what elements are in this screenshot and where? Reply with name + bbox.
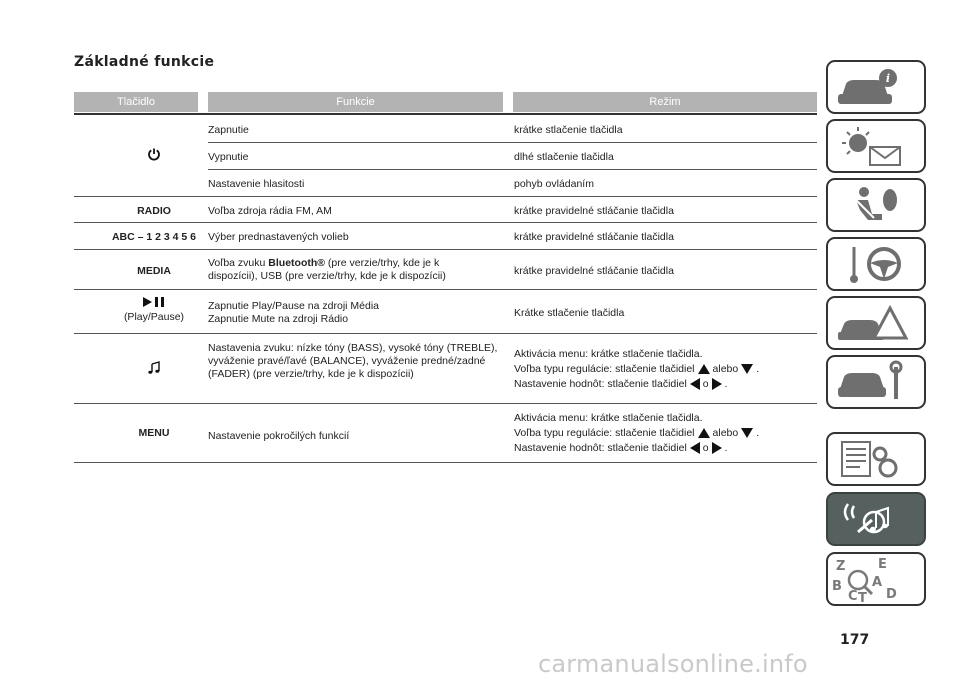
table-cell-rezim: krátke pravidelné stláčanie tlačidla <box>514 205 674 217</box>
page-number: 177 <box>840 632 870 648</box>
media-funkcia-text: Voľba zvuku <box>208 257 269 269</box>
svg-text:E: E <box>878 557 887 572</box>
table-cell-rezim: Krátke stlačenie tlačidla <box>514 307 625 319</box>
table-cell-rezim: krátke stlačenie tlačidla <box>514 124 623 136</box>
table-cell-rezim: pohyb ovládaním <box>514 178 594 190</box>
page-heading: Základné funkcie <box>74 54 215 70</box>
table-cell-funkcia: Nastavenie hlasitosti <box>208 178 305 190</box>
table-row-divider <box>74 333 817 334</box>
chapter-tab-car-info[interactable] <box>826 60 926 114</box>
svg-text:D: D <box>886 587 897 602</box>
arrow-down-icon <box>741 428 753 438</box>
play-pause-label: (Play/Pause) <box>123 311 185 323</box>
table-cell-rezim <box>514 363 817 376</box>
chapter-tab-driving[interactable] <box>826 237 926 291</box>
arrow-down-icon <box>741 364 753 374</box>
table-cell-funkcia: Výber prednastavených volieb <box>208 231 349 243</box>
chapter-tab-index[interactable] <box>826 552 926 606</box>
column-header-rezim: Režim <box>513 92 817 112</box>
rezim-text: Nastavenie hodnôt: stlačenie tlačidiel <box>514 442 687 454</box>
table-cell-rezim: krátke pravidelné stláčanie tlačidla <box>514 231 674 243</box>
svg-text:A: A <box>872 575 883 590</box>
car-info-icon <box>828 62 924 112</box>
chapter-tab-service[interactable] <box>826 355 926 409</box>
table-cell-funkcia: Nastavenie pokročilých funkcií <box>208 430 350 442</box>
table-cell-rezim <box>514 378 817 391</box>
bluetooth-label: Bluetooth® <box>268 257 326 269</box>
rezim-text: . <box>756 363 760 375</box>
menu-button-label: MENU <box>138 427 170 439</box>
arrow-up-icon <box>698 428 710 438</box>
table-cell-funkcia: Zapnutie <box>208 124 249 136</box>
arrow-left-icon <box>690 442 700 454</box>
table-row-divider <box>74 462 817 463</box>
arrow-right-icon <box>712 378 722 390</box>
table-cell-funkcia <box>208 257 488 283</box>
table-cell-funkcia: Zapnutie Mute na zdroji Rádio <box>208 313 349 325</box>
rezim-text: alebo <box>712 427 739 439</box>
media-funkcia-text: (pre verzie/trhy, kde je k dispozícii), USB (pre verzie/trhy, kde je k dispozícii) <box>208 257 446 282</box>
arrow-left-icon <box>690 378 700 390</box>
table-cell-funkcia: Nastavenia zvuku: nízke tóny (BASS), vysoké tóny (TREBLE), vyváženie pravé/ľavé (BALANCE), vyváženie predné/zadné (FADER) (pre verzie/trhy, kde je k dispozícii) <box>208 342 498 380</box>
rezim-text: Voľba typu regulácie: stlačenie tlačidiel <box>514 363 695 375</box>
table-cell-rezim <box>514 427 817 440</box>
svg-text:Z: Z <box>836 559 846 574</box>
table-row-divider <box>74 403 817 404</box>
technical-data-icon <box>828 434 924 484</box>
car-service-icon <box>828 357 924 407</box>
alphabetical-index-icon <box>828 554 924 604</box>
table-cell-funkcia: Zapnutie Play/Pause na zdroji Média <box>208 300 380 312</box>
table-row-divider <box>208 142 817 143</box>
table-cell-rezim: dlhé stlačenie tlačidla <box>514 151 614 163</box>
table-row-divider <box>74 289 817 290</box>
radio-button-label: RADIO <box>137 205 171 217</box>
rezim-text: . <box>756 427 760 439</box>
svg-text:i: i <box>885 72 891 85</box>
svg-text:T: T <box>858 591 867 604</box>
rezim-text: Nastavenie hodnôt: stlačenie tlačidiel <box>514 378 687 390</box>
rezim-text: o <box>702 378 709 390</box>
rezim-text: o <box>702 442 709 454</box>
chapter-tab-emergency[interactable] <box>826 296 926 350</box>
table-row-divider <box>74 222 817 223</box>
chapter-tab-technical-data[interactable] <box>826 432 926 486</box>
preset-buttons-label: ABC – 1 2 3 4 5 6 <box>111 231 197 243</box>
arrow-up-icon <box>698 364 710 374</box>
table-row-divider <box>74 249 817 250</box>
table-cell-rezim: Aktivácia menu: krátke stlačenie tlačidla. <box>514 412 703 424</box>
table-divider <box>74 113 817 115</box>
seatbelt-airbag-icon <box>828 180 924 230</box>
chapter-tab-multimedia[interactable] <box>826 492 926 546</box>
chapter-tab-safety[interactable] <box>826 178 926 232</box>
table-row-divider <box>208 169 817 170</box>
column-header-tlacidlo: Tlačidlo <box>74 92 198 112</box>
emergency-triangle-icon <box>828 298 924 348</box>
rezim-text: Voľba typu regulácie: stlačenie tlačidiel <box>514 427 695 439</box>
table-cell-rezim: krátke pravidelné stláčanie tlačidla <box>514 265 674 277</box>
svg-text:C: C <box>848 589 858 604</box>
multimedia-icon <box>828 494 924 544</box>
svg-text:B: B <box>832 579 842 594</box>
warning-lights-icon <box>828 121 924 171</box>
media-button-label: MEDIA <box>137 265 171 277</box>
table-cell-rezim <box>514 442 817 455</box>
rezim-text: . <box>724 378 728 390</box>
watermark: carmanualsonline.info <box>538 650 808 678</box>
table-cell-funkcia: Vypnutie <box>208 151 249 163</box>
rezim-text: alebo <box>712 363 739 375</box>
chapter-tab-warning-lights[interactable] <box>826 119 926 173</box>
table-cell-rezim: Aktivácia menu: krátke stlačenie tlačidla. <box>514 348 703 360</box>
table-row-divider <box>74 196 817 197</box>
table-cell-funkcia: Voľba zdroja rádia FM, AM <box>208 205 332 217</box>
arrow-right-icon <box>712 442 722 454</box>
column-header-funkcie: Funkcie <box>208 92 503 112</box>
steering-wheel-key-icon <box>828 239 924 289</box>
rezim-text: . <box>724 442 728 454</box>
